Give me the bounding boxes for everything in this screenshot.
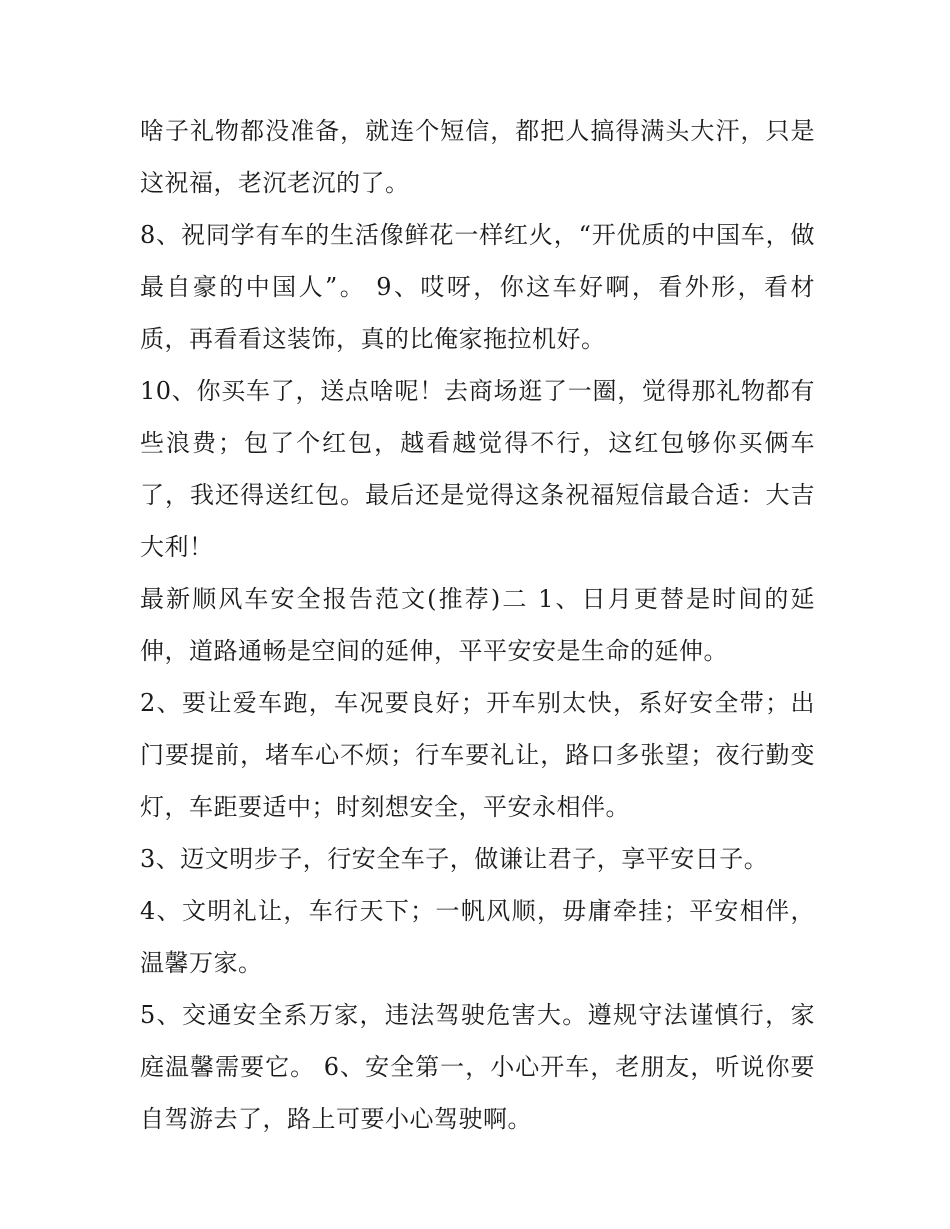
text-line: 自驾游去了，路上可要小心驾驶啊。 xyxy=(140,1105,532,1133)
text-line: 10、你买车了，送点啥呢！去商场逛了一圈，觉得那礼物都有 xyxy=(140,377,815,405)
text-line: 门要提前，堵车心不烦；行车要礼让，路口多张望；夜行勤变 xyxy=(140,741,815,769)
text-line: 最自豪的中国人”。 9、哎呀，你这车好啊，看外形，看材 xyxy=(140,273,815,301)
text-line: 质，再看看这装饰，真的比俺家拖拉机好。 xyxy=(140,325,606,353)
text-line: 些浪费；包了个红包，越看越觉得不行，这红包够你买俩车 xyxy=(140,429,815,457)
text-line: 灯，车距要适中；时刻想安全，平安永相伴。 xyxy=(140,793,630,821)
text-line: 温馨万家。 xyxy=(140,949,263,977)
text-line: 2、要让爱车跑，车况要良好；开车别太快，系好安全带；出 xyxy=(140,689,815,717)
text-line: 8、祝同学有车的生活像鲜花一样红火，“开优质的中国车，做 xyxy=(140,221,815,249)
text-line: 啥子礼物都没准备，就连个短信，都把人搞得满头大汗，只是 xyxy=(140,117,815,145)
text-line: 这祝福，老沉老沉的了。 xyxy=(140,169,410,197)
text-line: 4、文明礼让，车行天下；一帆风顺，毋庸牵挂；平安相伴， xyxy=(140,897,815,925)
text-line: 3、迈文明步子，行安全车子，做谦让君子，享平安日子。 xyxy=(140,845,769,873)
text-line: 大利！ xyxy=(140,533,214,561)
text-line: 庭温馨需要它。 6、安全第一，小心开车，老朋友，听说你要 xyxy=(140,1053,815,1081)
text-line: 伸，道路通畅是空间的延伸，平平安安是生命的延伸。 xyxy=(140,637,728,665)
text-line: 5、交通安全系万家，违法驾驶危害大。遵规守法谨慎行，家 xyxy=(140,1001,815,1029)
text-line: 最新顺风车安全报告范文(推荐)二 1、日月更替是时间的延 xyxy=(140,585,815,613)
text-line: 了，我还得送红包。最后还是觉得这条祝福短信最合适：大吉 xyxy=(140,481,815,509)
document-body xyxy=(140,105,815,1145)
